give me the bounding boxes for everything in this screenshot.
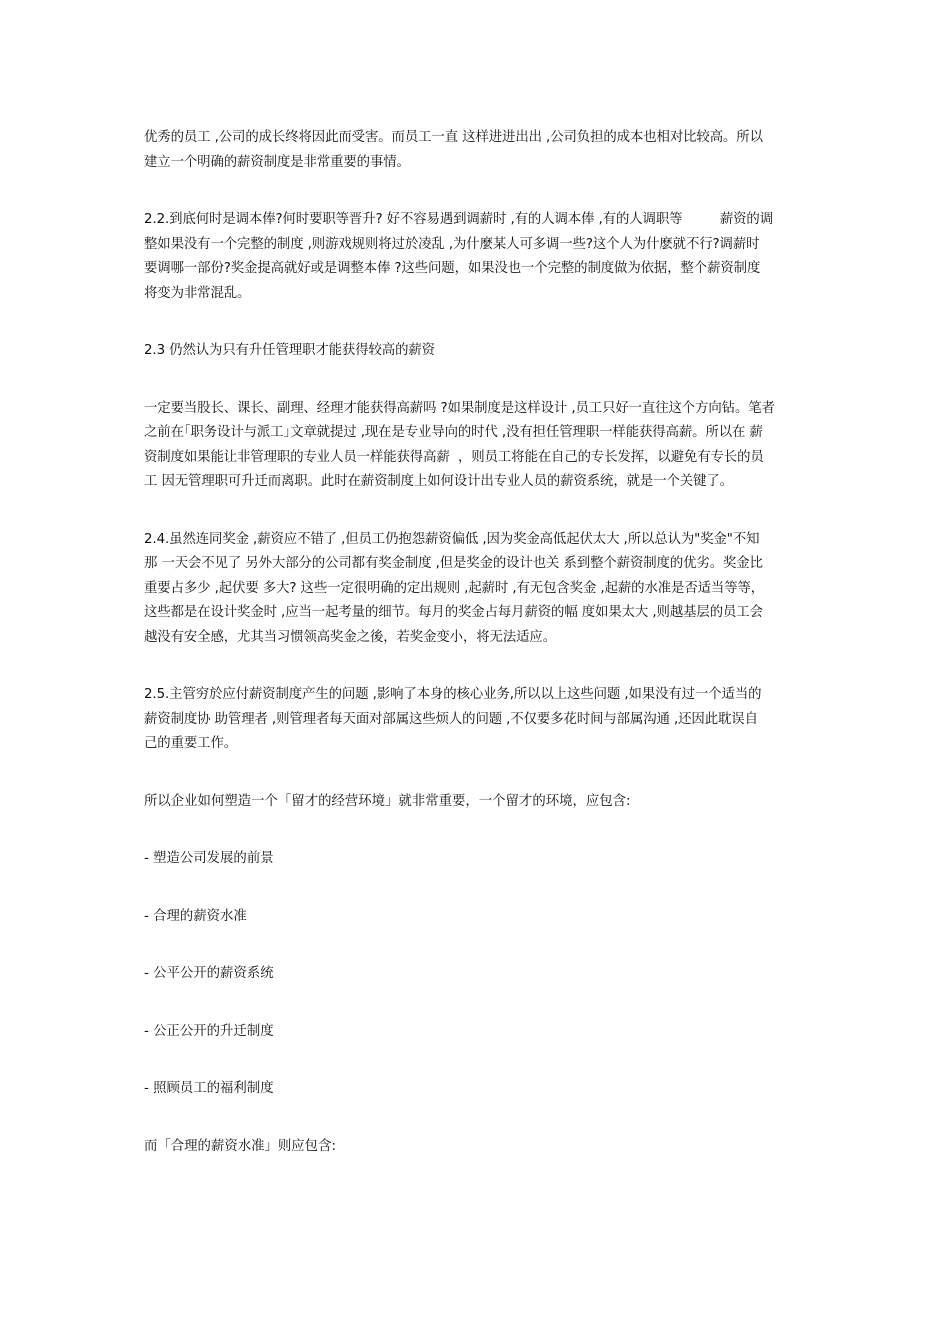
text-line: 2.2.到底何时是调本俸?何时要职等晋升? 好不容易遇到调薪时 ,有的人调本俸 ,有的人调职等 薪资的调 bbox=[144, 212, 773, 227]
list-item-text: - 公平公开的薪资系统 bbox=[144, 966, 274, 981]
text-line: 2.3 仍然认为只有升任管理职才能获得较高的薪资 bbox=[144, 343, 435, 358]
paragraph-2-3-body bbox=[144, 397, 808, 495]
heading-2-3 bbox=[144, 339, 808, 364]
text-line: 所以企业如何塑造一个「留才的经营环境」就非常重要，一个留才的环境，应包含: bbox=[144, 793, 631, 809]
text-line: 要调哪一部份?奖金提高就好或是调整本俸 ?这些问题，如果没也一个完整的制度做为依据，整个薪资制度 bbox=[144, 261, 761, 276]
text-line: 之前在｢职务设计与派工｣文章就提过 ,现在是专业导向的时代 ,没有担任管理职一样能获得高薪。所以在 薪 bbox=[144, 425, 763, 440]
text-line: 而「合理的薪资水准」则应包含: bbox=[144, 1138, 336, 1154]
list-item bbox=[144, 1020, 808, 1045]
text-line: 工 因无管理职可升迁而离职。此时在薪资制度上如何设计出专业人员的薪资系统，就是一个关键了。 bbox=[144, 474, 733, 489]
list-item-text: - 公正公开的升迁制度 bbox=[144, 1023, 274, 1039]
text-line: 己的重要工作。 bbox=[144, 736, 238, 751]
text-line: 优秀的员工 ,公司的成长终将因此而受害。而员工一直 这样进进出出 ,公司负担的成本也相对比较高。所以 bbox=[144, 130, 763, 145]
paragraph-reasonable-salary bbox=[144, 1135, 808, 1160]
list-item bbox=[144, 905, 808, 930]
text-line: 薪资制度协 助管理者 ,则管理者每天面对部属这些烦人的问题 ,不仅要多花时间与部属沟通 ,还因此耽误自 bbox=[144, 711, 758, 727]
paragraph-intro bbox=[144, 126, 808, 175]
text-line: 那 一天会不见了 另外大部分的公司都有奖金制度 ,但是奖金的设计也关 系到整个薪资制度的优劣。奖金比 bbox=[144, 556, 763, 571]
text-line: 资制度如果能让非管理职的专业人员一样能获得高薪 ，则员工将能在自己的专长发挥，以避免有专长的员 bbox=[144, 449, 764, 465]
text-line: 建立一个明确的薪资制度是非常重要的事情。 bbox=[144, 154, 410, 170]
text-line: 重要占多少 ,起伏要 多大? 这些一定很明确的定出规则 ,起薪时 ,有无包含奖金 ,起薪的水准是否适当等等， bbox=[144, 580, 765, 596]
list-item-text: - 照顾员工的福利制度 bbox=[144, 1081, 274, 1096]
text-line: 越没有安全感，尤其当习惯领高奖金之後，若奖金变小，将无法适应。 bbox=[144, 629, 557, 645]
paragraph-2-4 bbox=[144, 528, 808, 651]
paragraph-2-2 bbox=[144, 208, 808, 306]
text-line: 2.4.虽然连同奖金 ,薪资应不错了 ,但员工仍抱怨薪资偏低 ,因为奖金高低起伏太大 ,所以总认为"奖金"不知 bbox=[144, 531, 760, 547]
text-line: 这些都是在设计奖金时 ,应当一起考量的细节。每月的奖金占每月薪资的幅 度如果太大 ,则越基层的员工会 bbox=[144, 605, 763, 620]
list-item-text: - 塑造公司发展的前景 bbox=[144, 851, 274, 866]
text-line: 2.5.主管穷於应付薪资制度产生的问题 ,影响了本身的核心业务,所以以上这些问题 ,如果没有过一个适当的 bbox=[144, 687, 762, 702]
paragraph-retention-env bbox=[144, 790, 808, 815]
paragraph-2-5 bbox=[144, 683, 808, 757]
text-line: 一定要当股长、课长、副理、经理才能获得高薪吗 ?如果制度是这样设计 ,员工只好一直往这个方向钻。笔者 bbox=[144, 400, 775, 416]
list-item bbox=[144, 847, 808, 872]
list-item bbox=[144, 1077, 808, 1102]
text-line: 整如果没有一个完整的制度 ,则游戏规则将过於凌乱 ,为什麼某人可多调一些?这个人为什麽就不行?调薪时 bbox=[144, 236, 760, 252]
text-line: 将变为非常混乱。 bbox=[144, 285, 251, 301]
document-body bbox=[144, 126, 808, 1159]
list-item bbox=[144, 962, 808, 987]
list-item-text: - 合理的薪资水准 bbox=[144, 908, 247, 924]
